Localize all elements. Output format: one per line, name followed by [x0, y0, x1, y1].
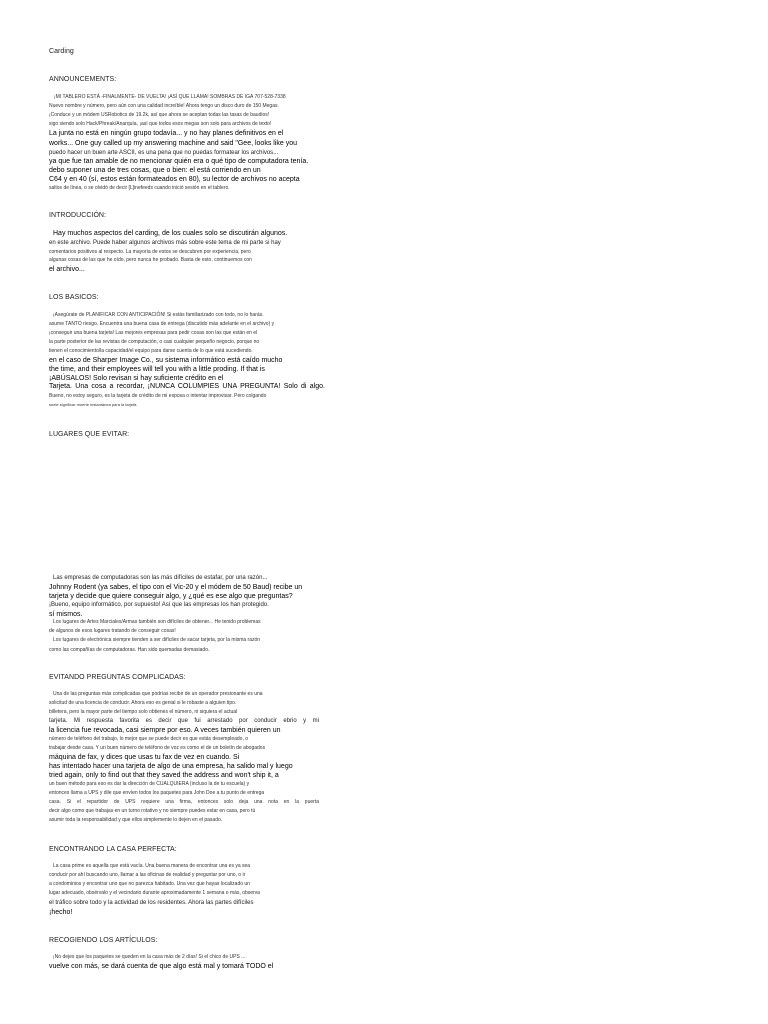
text-line: de algunos de esos lugares tratando de conseguir cosas!: [49, 628, 176, 634]
text-line: el archivo...: [49, 266, 85, 273]
text-line: tried again, only to find out that they saved the address and won't ship it, a: [49, 772, 279, 779]
text-line: comentarios positivos al respecto. La mayoría de estos se descubren por experiencia, pero: [49, 249, 251, 255]
text-line: ¡conseguir una buena tarjeta! Las mejores empresas para pedir cosas son las que están en el: [49, 330, 258, 336]
text-line: ¡MI TABLERO ESTÁ -FINALMENTE- DE VUELTA! ¡ASÍ QUE LLAMA! SOMBRAS DE IGA 707-528-7338: [54, 94, 286, 100]
text-line: ¡Asegúrate de PLANIFICAR CON ANTICIPACIÓN! Si estás familiarizado con todo, no lo harás.: [53, 312, 264, 318]
text-line: asumir toda la responsabilidad y que ellos simplemente lo dejen en el pasado.: [49, 817, 223, 823]
text-line: works... One guy called up my answering machine and said "Gee, looks like you: [49, 140, 297, 147]
text-line: decir algo como que trabajas en un turno rotativo y no siempre puedes estar en casa, pero tú: [49, 808, 256, 814]
text-line: tarjeta y decide que quiere conseguir algo, y ¿qué es ese algo que preguntas?: [49, 593, 293, 600]
text-line: asume TANTO riesgo. Encuentra una buena casa de entrega (discutido más adelante en el archivo) y: [49, 321, 275, 327]
text-line: solicitud de una licencia de conducir. Ahora eso es genial si le robaste a alguien tipo.: [49, 700, 237, 706]
text-line: un buen método para eso es dar la dirección de CUALQUIERA (incluso la de tu escuela) y: [49, 781, 250, 787]
text-line: lugar adecuado, obsérvalo y el vecindario durante aproximadamente 1 semana o más, observa: [49, 890, 260, 896]
text-line: ¡ABÚSALOS! Solo revisan si hay suficiente crédito en el: [49, 375, 224, 382]
section-heading-los-basicos: LOS BASICOS:: [49, 294, 99, 301]
section-heading-lugares-que-evitar: LUGARES QUE EVITAR:: [49, 431, 130, 438]
text-line: La casa prime es aquella que está vacía. Una buena manera de encontrar una es ya sea: [53, 863, 251, 869]
text-line: entonces llama a UPS y dile que envíen todos los paquetes para John Doe a tu punto de entrega: [49, 790, 265, 796]
text-line: vuelve con más, se dará cuenta de que algo está mal y tomará TODO el: [49, 963, 274, 970]
text-line: debo suponer una de tres cosas, que o bien: el está corriendo en un: [49, 167, 261, 174]
text-line: sí mismos.: [49, 611, 83, 618]
text-line: billetera, pero la mayor parte del tiempo solo obtienes el número, ni siquiera el actual: [49, 709, 238, 715]
text-line: puedo hacer un buen arte ASCII, es una pena que no puedas formatear los archivos...: [49, 150, 279, 156]
text-line: Tarjeta. Una cosa a recordar, ¡NUNCA COLUMPIES UNA PREGUNTA! Solo di algo.: [49, 383, 325, 390]
document-title: Carding: [49, 48, 74, 55]
text-line: la parte posterior de las revistas de computación, o casi cualquier pequeño negocio, porque no: [49, 339, 260, 345]
text-line: has intentado hacer una tarjeta de algo de una empresa, ha salido mal y luego: [49, 763, 293, 770]
section-heading-encontrando-casa: ENCONTRANDO LA CASA PERFECTA:: [49, 846, 177, 853]
text-line: Los lugares de electrónica siempre tienden a ser difíciles de sacar tarjeta, por la misma razón: [53, 637, 261, 643]
text-line: conducir por ahí buscando uno, llamar a las oficinas de realidad y preguntar por uno, o ir: [49, 872, 246, 878]
text-line: la licencia fue revocada, casi siempre por eso. A veces también quieren un: [49, 727, 281, 734]
text-line: C64 y en 40 (sí, estos están formateados en 80), su lector de archivos no acepta: [49, 176, 300, 183]
text-line: ¡hecho!: [49, 909, 73, 916]
text-line: trabajar desde casa. Y un buen número de teléfono de voz es como el de un boletín de abogados: [49, 745, 266, 751]
text-line: Una de las preguntas más complicadas que podrías recibir de un operador presionante es una: [53, 691, 263, 697]
text-line: Hay muchos aspectos del carding, de los cuales solo se discutirán algunos.: [53, 230, 288, 237]
section-heading-announcements: ANNOUNCEMENTS:: [49, 76, 117, 83]
text-line: el tráfico sobre todo y la actividad de los residentes. Ahora las partes difíciles: [49, 900, 254, 906]
text-line: a condominios y encontrar uno que no parezca habitado. Una vez que hayas localizado un: [49, 881, 250, 887]
section-heading-evitando-preguntas: EVITANDO PREGUNTAS COMPLICADAS:: [49, 674, 186, 681]
text-line: Bueno, no estoy seguro, es la tarjeta de crédito de mi esposa o intentar improvisar. Pero colgando: [49, 393, 267, 399]
text-line: algunas cosas de las que he oído, pero nunca he probado. Basta de esto, continuemos con: [49, 257, 252, 263]
text-line: tienen el conocimiento/la capacidad/el equipo para darse cuenta de lo que está sucediendo.: [49, 348, 253, 354]
text-line: ¡No dejes que los paquetes se queden en la casa más de 2 días! Si el chico de UPS ...: [53, 954, 246, 960]
text-line: en el caso de Sharper Image Co., su sistema informático está caído mucho: [49, 357, 283, 364]
text-line: Las empresas de computadoras son las más difíciles de estafar, por una razón...: [53, 575, 268, 581]
text-line: sigo siendo solo Hack/Phreak/Anarquía, ¡así que todos esos megas son solo para archivos de texto!: [49, 121, 272, 127]
section-heading-introduccion: INTRODUCCIÓN:: [49, 212, 107, 219]
text-line: ¡Bueno, equipo informático, por supuesto! Así que las empresas los han protegido.: [49, 602, 269, 608]
text-line: tarjeta. Mi respuesta favorita es decir que fui arrestado por conducir ebrio y mi: [49, 718, 319, 724]
text-line: suele significar muerte instantánea para la tarjeta.: [49, 402, 138, 407]
text-line: como las compañías de computadoras. Han sido quemadas demasiado.: [49, 647, 210, 653]
text-line: Nuevo nombre y número, pero aún con una calidad increíble! Ahora tengo un disco duro de 150 Megas.: [49, 103, 279, 109]
text-line: the time, and their employees will tell you with a little proding. If that is: [49, 366, 265, 373]
text-line: La junta no está en ningún grupo todavía... y no hay planes definitivos en el: [49, 130, 284, 137]
text-line: Johnny Rodent (ya sabes, el tipo con el Vic-20 y el módem de 50 Baud) recibe un: [49, 584, 303, 591]
text-line: Los lugares de Artes Marciales/Armas también son difíciles de obtener... He tenido problemas: [53, 619, 261, 625]
text-line: número de teléfono del trabajo, lo mejor que se puede decir es que estás desempleado, o: [49, 736, 249, 742]
section-heading-recogiendo-articulos: RECOGIENDO LOS ARTÍCULOS:: [49, 937, 158, 944]
text-line: casa. Si el repartidor de UPS requiere una firma, entonces solo deja una nota en la puerta: [49, 799, 319, 805]
text-line: ¡Conduce y un módem USRobotics de 19.2k, así que ahora se aceptan todas las tasas de baudios!: [49, 112, 270, 118]
text-line: ya que fue tan amable de no mencionar quién era o qué tipo de computadora tenía.: [49, 158, 309, 165]
text-line: saltos de línea, o se olvidó de decir [L]inefeeds cuando inició sesión en el tablero.: [49, 185, 230, 191]
text-line: máquina de fax, y dices que usas tu fax de vez en cuando. Si: [49, 754, 240, 761]
text-line: en este archivo. Puede haber algunos archivos más sobre este tema de mi parte si hay: [49, 240, 281, 246]
